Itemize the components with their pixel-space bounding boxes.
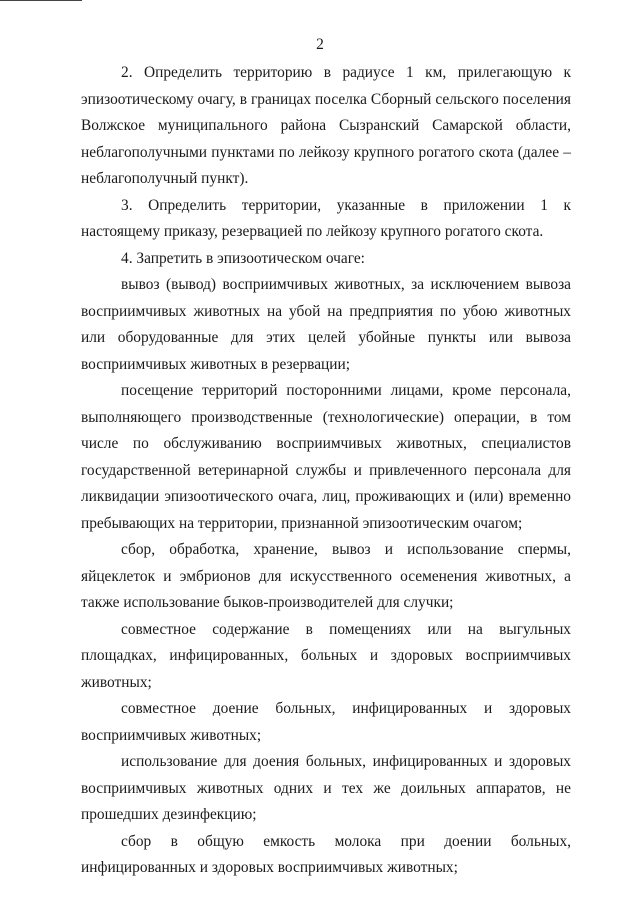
prohibition-joint-milking: совместное доение больных, инфицированных и здоровых восприимчивых животных; — [81, 700, 571, 744]
prohibition-common-milk-container: сбор в общую емкость молока при доении больных, инфицированных и здоровых восприимчивых животных; — [81, 832, 571, 876]
top-edge-rule — [0, 0, 82, 1]
document-body — [81, 60, 571, 882]
prohibition-sperm-embryos: сбор, обработка, хранение, вывоз и использование спермы, яйцеклеток и эмбрионов для искусственного осеменения животных, а также использование быков-производителей для случки; — [81, 541, 571, 611]
prohibition-animal-removal: вывоз (вывод) восприимчивых животных, за исключением вывоза восприимчивых животных на убой на предприятия по убою животных или оборудованные для этих целей убойные пункты или вывоза восприимчивых животных в резервации; — [81, 276, 571, 373]
paragraph-item-2: 2. Определить территорию в радиусе 1 км, прилегающую к эпизоотическому очагу, в границах поселка Сборный сельского поселения Волжское муниципального района Сызранский Самарской области, неблагополучными пунктами по лейкозу крупного рогатого скота (далее – неблагополучный пункт). — [81, 64, 571, 187]
paragraph-item-4: 4. Запретить в эпизоотическом очаге: — [121, 249, 365, 267]
paragraph-item-3: 3. Определить территории, указанные в приложении 1 к настоящему приказу, резервацией по лейкозу крупного рогатого скота. — [81, 196, 571, 240]
page-number: 2 — [316, 36, 324, 53]
prohibition-shared-milking-machines: использование для доения больных, инфицированных и здоровых восприимчивых животных одних и тех же доильных аппаратов, не прошедших дезинфекцию; — [81, 753, 571, 823]
prohibition-joint-keeping: совместное содержание в помещениях или на выгульных площадках, инфицированных, больных и здоровых восприимчивых животных; — [81, 620, 571, 691]
prohibition-visiting-territory: посещение территорий посторонними лицами, кроме персонала, выполняющего производственные (технологические) операции, в том числе по обслуживанию восприимчивых животных, специалистов государственной ветеринарной службы и привлеченного персонала для ликвидации эпизоотического очага, лиц, проживающих и (или) временно пребывающих на территории, признанной эпизоотическим очагом; — [81, 382, 571, 532]
